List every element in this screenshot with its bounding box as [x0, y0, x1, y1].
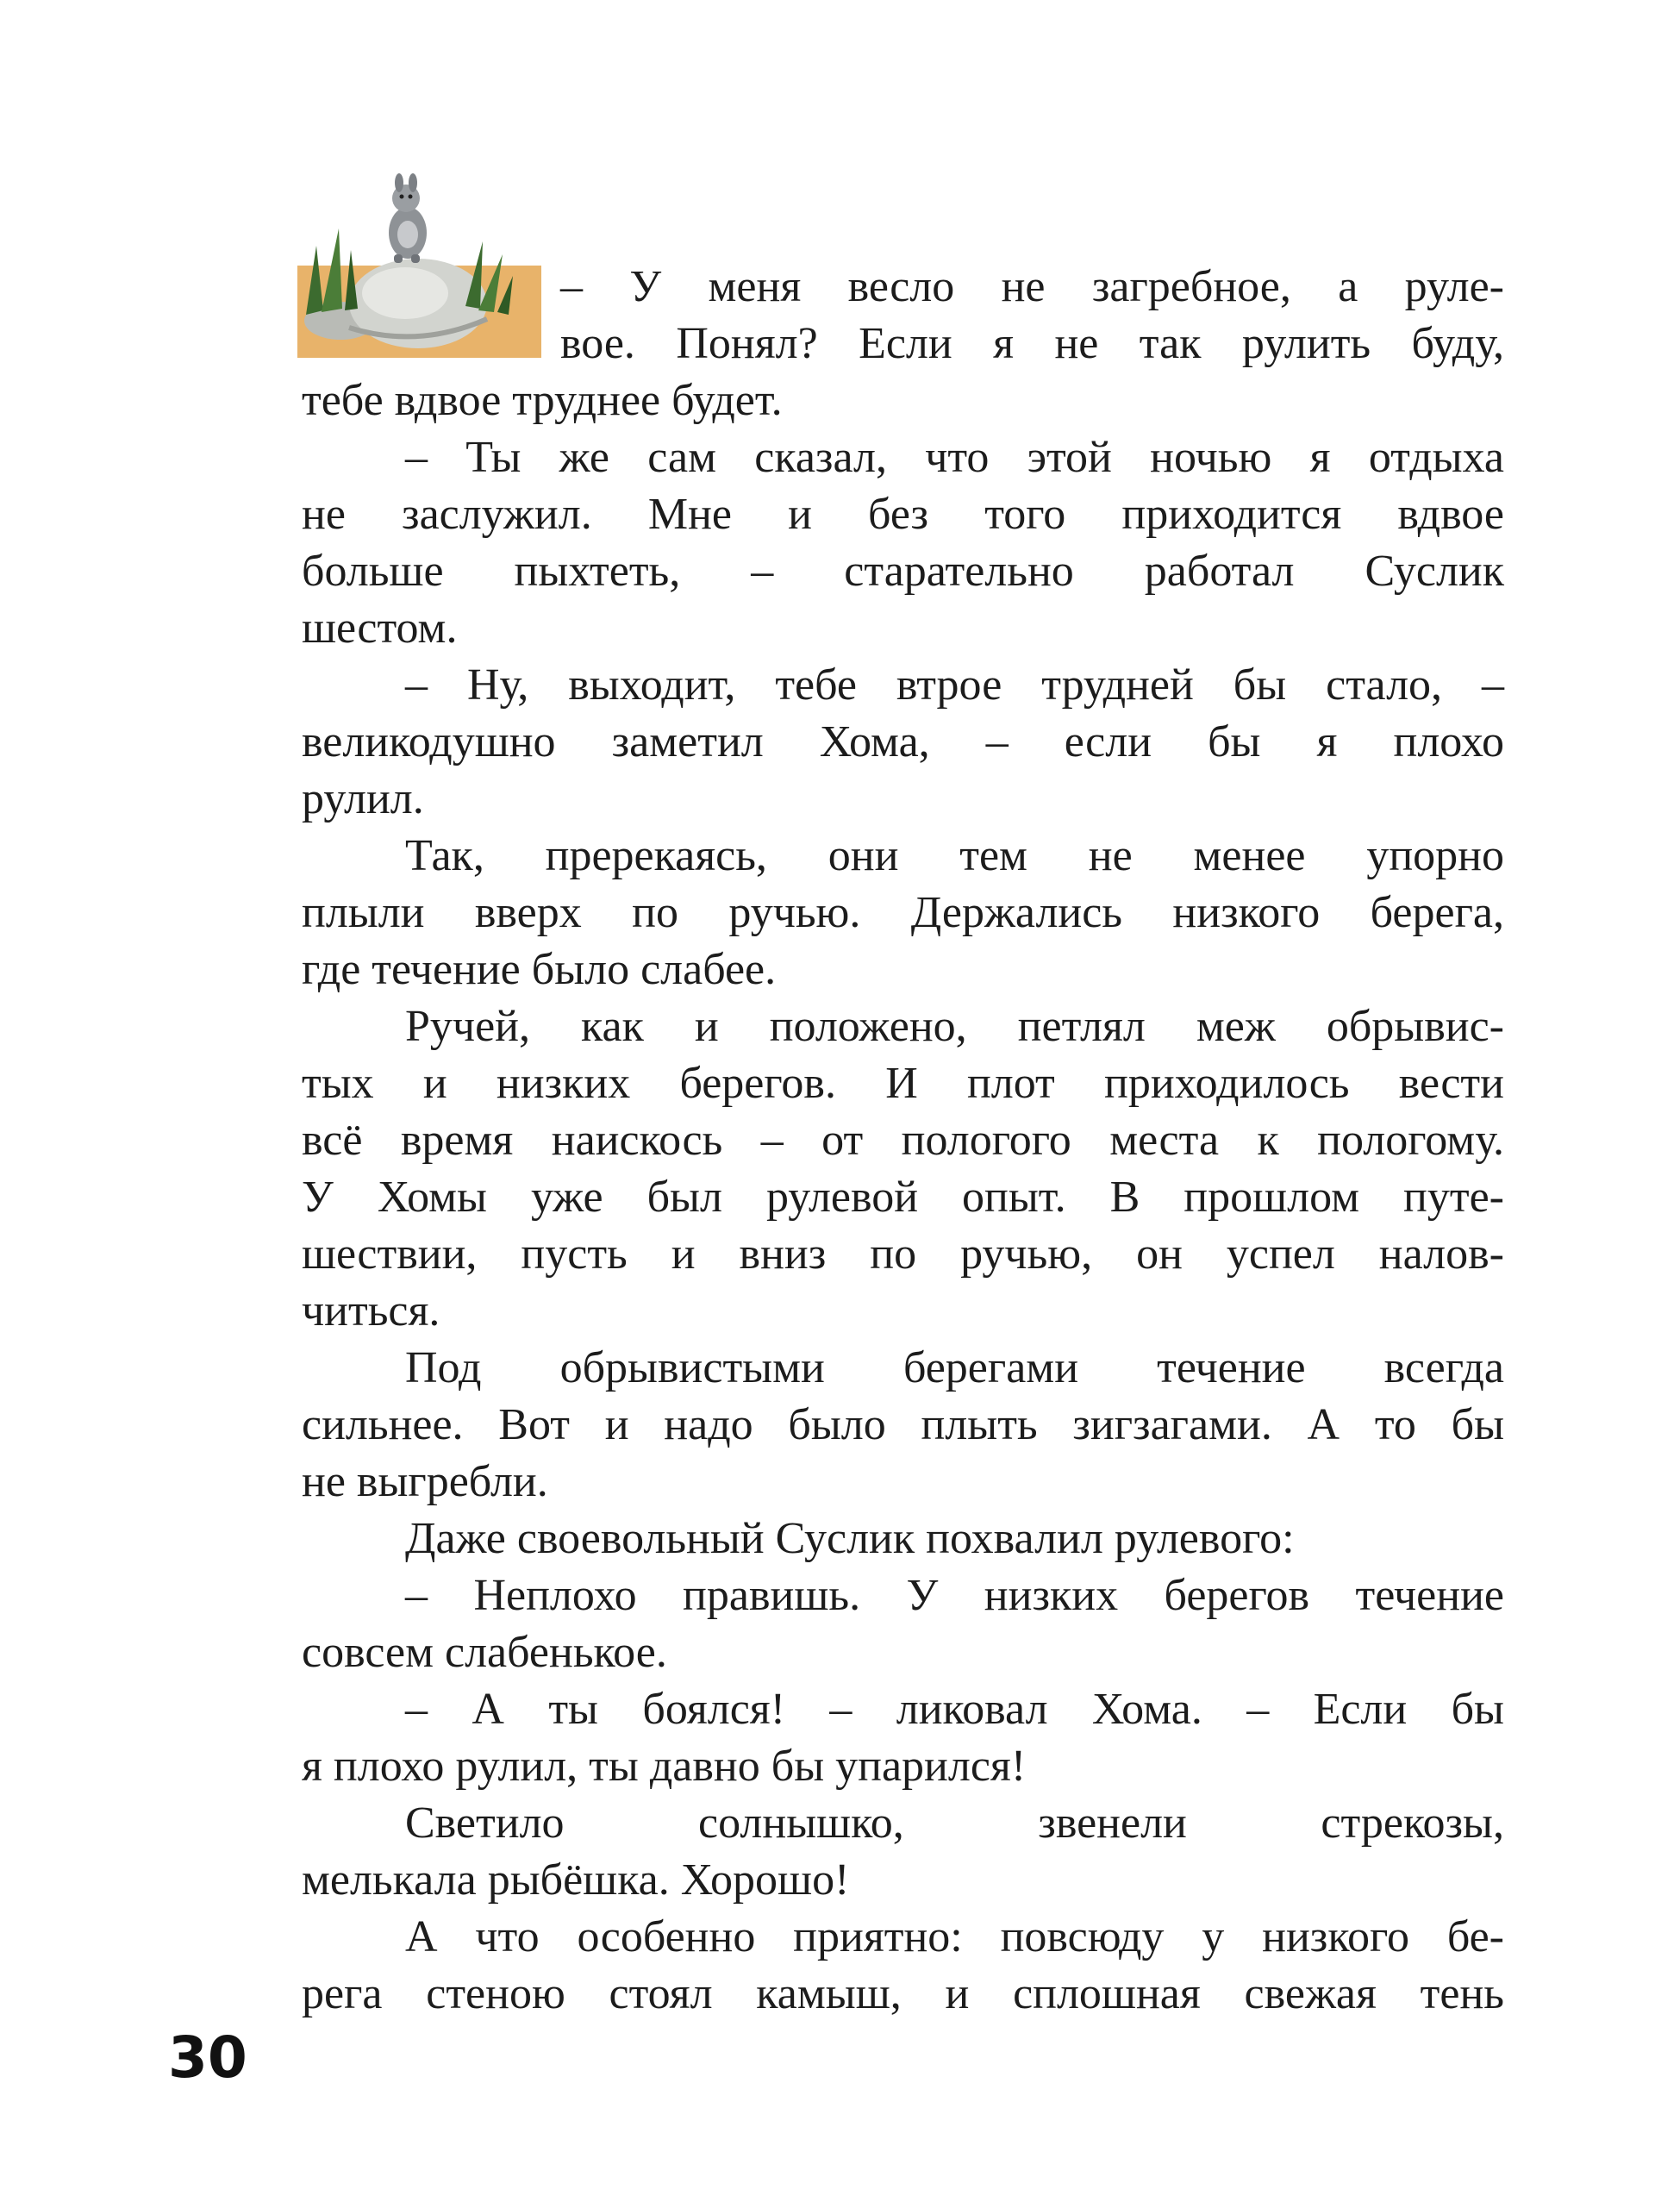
text-line: рулил. — [302, 774, 424, 823]
text-line: Даже своевольный Суслик похвалил рулевого: — [405, 1514, 1295, 1563]
text-line: плыли вверх по ручью. Держались низкого берега, — [302, 888, 1504, 937]
text-line: У Хомы уже был рулевой опыт. В прошлом путе- — [302, 1173, 1504, 1222]
text-line: совсем слабенькое. — [302, 1628, 667, 1677]
text-line: – А ты боялся! – ликовал Хома. – Если бы — [405, 1685, 1504, 1734]
text-block — [302, 259, 1504, 2023]
text-line: Так, пререкаясь, они тем не менее упорно — [405, 831, 1504, 880]
text-line: А что особенно приятно: повсюду у низкого бе- — [405, 1912, 1504, 1961]
text-line: я плохо рулил, ты давно бы упарился! — [302, 1742, 1027, 1791]
text-line: не заслужил. Мне и без того приходится вдвое — [302, 490, 1504, 539]
text-line: вое. Понял? Если я не так рулить буду, — [560, 319, 1504, 368]
text-line: Светило солнышко, звенели стрекозы, — [405, 1799, 1504, 1848]
text-line: шествии, пусть и вниз по ручью, он успел налов- — [302, 1229, 1504, 1279]
page-number: 30 — [168, 2024, 247, 2091]
text-line: мелькала рыбёшка. Хорошо! — [302, 1855, 850, 1905]
text-line: – Ты же сам сказал, что этой ночью я отдыха — [405, 433, 1504, 482]
text-line: читься. — [302, 1286, 440, 1336]
text-line: не выгребли. — [302, 1457, 548, 1506]
text-line: рега стеною стоял камыш, и сплошная свежая тень — [302, 1969, 1504, 2018]
text-line: сильнее. Вот и надо было плыть зигзагами. А то бы — [302, 1400, 1504, 1449]
text-line: больше пыхтеть, – старательно работал Суслик — [302, 547, 1504, 596]
text-line: где течение было слабее. — [302, 945, 777, 994]
text-line: тых и низких берегов. И плот приходилось вести — [302, 1059, 1504, 1108]
text-line: – Ну, выходит, тебе втрое трудней бы стало, – — [405, 660, 1504, 710]
text-line: – У меня весло не загребное, а руле- — [560, 262, 1504, 311]
text-line: тебе вдвое труднее будет. — [302, 376, 783, 425]
text-line: Ручей, как и положено, петлял меж обрывис- — [405, 1002, 1504, 1051]
text-line: – Неплохо правишь. У низких берегов течение — [405, 1571, 1504, 1620]
text-line: Под обрывистыми берегами течение всегда — [405, 1343, 1504, 1392]
text-line: шестом. — [302, 604, 458, 653]
text-line: великодушно заметил Хома, – если бы я плохо — [302, 717, 1504, 766]
text-line: всё время наискось – от пологого места к пологому. — [302, 1116, 1504, 1165]
